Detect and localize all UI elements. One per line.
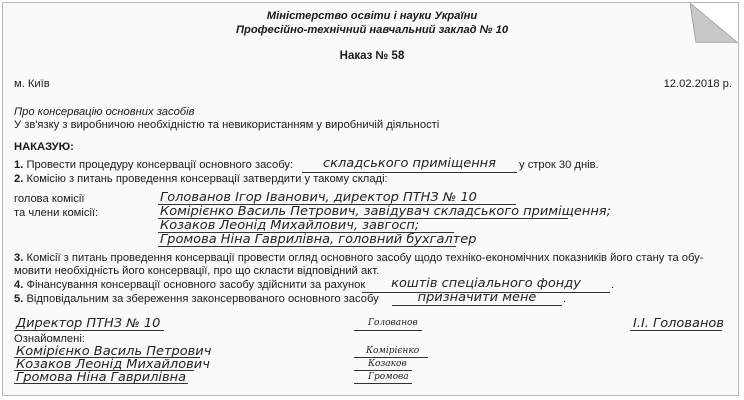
item-5-fill: призначити мене [417, 290, 537, 304]
page-fold-corner [690, 3, 738, 43]
acquainted-signature-1: Комірієнко [366, 346, 420, 356]
order-title: Наказ № 58 [339, 50, 405, 62]
item-1-fill: складського приміщення [323, 156, 496, 170]
director-position: Директор ПТНЗ № 10 [16, 316, 161, 330]
order-subject: Про консервацію основних засобів [14, 106, 195, 118]
commission-member-3: Громова Ніна Гаврилівна, головний бухгалтер [160, 232, 477, 246]
item-1-after: у строк 30 днів. [519, 159, 599, 171]
item-5: 5. Відповідальним за збереження законсервованого основного засобу [14, 293, 379, 305]
commission-member-2: Козаков Леонід Михайлович, завгосп; [160, 218, 420, 232]
item-2: 2. Комісію з питань проведення консервації затвердити у такому складі: [14, 173, 388, 185]
commission-member-1: Комірієнко Василь Петрович, завідувач складського приміщення; [160, 204, 611, 218]
item-3-line-1: 3. Комісії з питань проведення консервації провести огляд основного засобу щодо техніко-економічних показників його стану та обу- [14, 252, 704, 264]
item-1: 1. Провести процедуру консервації основного засобу: [14, 159, 294, 171]
acquainted-signature-2: Козаков [368, 359, 407, 369]
ministry-title: Міністерство освіти і науки України [266, 10, 478, 22]
item-4: 4. Фінансування консервації основного засобу здійснити за рахунок [14, 279, 366, 291]
acquainted-name-3: Громова Ніна Гаврилівна [16, 370, 187, 384]
acquainted-label: Ознайомлені: [14, 333, 85, 345]
director-signature: Голованов [368, 318, 418, 328]
order-date: 12.02.2018 р. [663, 78, 732, 90]
director-name: І.І. Голованов [633, 316, 724, 330]
item-4-fill: коштів спеціального фонду [391, 276, 581, 290]
place: м. Київ [14, 78, 50, 90]
order-word: НАКАЗУЮ: [14, 141, 74, 153]
acquainted-name-1: Комірієнко Василь Петрович [16, 344, 212, 358]
item-4-after: . [611, 279, 615, 291]
institution-title: Професійно-технічний навчальний заклад № 10 [235, 24, 509, 36]
acquainted-signature-3: Громова [368, 372, 409, 382]
commission-head-label: голова комісії [14, 193, 85, 205]
commission-head: Голованов Ігор Іванович, директор ПТНЗ № 10 [160, 190, 477, 204]
order-reason: У зв'язку з виробничою необхідністю та невикористанням у виробничій діяльності [14, 119, 440, 131]
item-3-line-2: мовити необхідність його консервації, про що скласти відповідний акт. [14, 265, 380, 277]
acquainted-name-2: Козаков Леонід Михайлович [16, 357, 210, 371]
commission-members-label: та члени комісії: [14, 207, 99, 219]
item-5-after: . [563, 293, 567, 305]
